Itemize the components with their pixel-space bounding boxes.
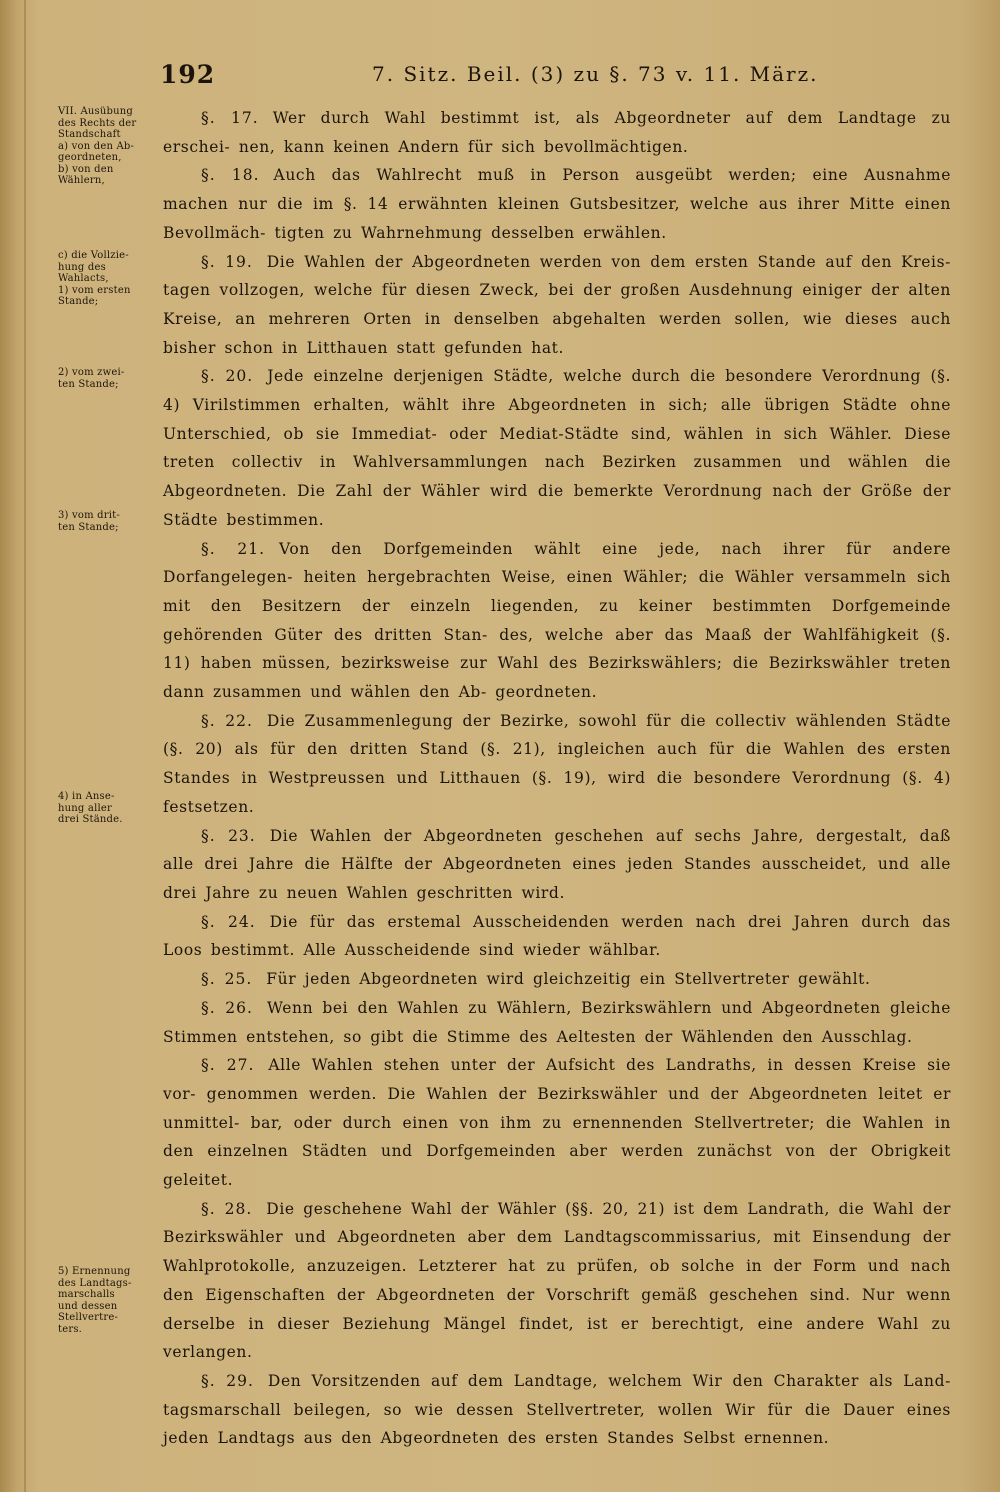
margin-note-c4 — [58, 791, 162, 826]
margin-note-c — [58, 250, 162, 308]
margin-note-line: und dessen — [58, 1300, 118, 1312]
section-number: §. 25. — [201, 970, 253, 989]
paragraph-text: Wer durch Wahl bestimmt ist, als Abgeordneter auf dem Landtage zu erschei- nen, kann keinen Andern für sich bevollmächtigen. — [163, 109, 951, 156]
paragraph-20 — [163, 362, 951, 534]
margin-note-line: 2) vom zwei- — [58, 367, 125, 378]
body-text — [163, 104, 951, 1453]
paragraph-text: Für jeden Abgeordneten wird gleichzeitig ein Stellvertreter gewählt. — [266, 970, 871, 989]
paragraph-26 — [163, 994, 951, 1051]
paragraph-text: Den Vorsitzenden auf dem Landtage, welchem Wir den Charakter als Land- tagsmarschall beilegen, so wie dessen Stellvertreter, wollen Wir für die Dauer eines jeden Landtags aus den Abgeordneten des ersten Standes Selbst ernennen. — [163, 1371, 951, 1448]
section-number: §. 20. — [201, 367, 254, 386]
paragraph-text: Alle Wahlen stehen unter der Aufsicht des Landraths, in dessen Kreise sie vor- genommen werden. Die Wahlen der Bezirkswähler und der Abgeordneten leitet er unmittel- bar, oder durch einen von ihm zu ernennenden Stellvertreter; die Wahlen in den einzelnen Städten und Dorfgemeinden aber werden zunächst von der Obrigkeit geleitet. — [163, 1056, 951, 1190]
margin-note-line: Stande; — [58, 296, 99, 307]
gutter-shadow — [24, 0, 26, 1492]
section-number: §. 21. — [201, 539, 266, 558]
section-number: §. 28. — [201, 1199, 253, 1218]
section-number: §. 23. — [201, 826, 256, 845]
paragraph-text: Von den Dorfgemeinden wählt eine jede, nach ihrer für andere Dorfangelegen- heiten hergebrachten Weise, einen Wähler; die Wähler versammeln sich mit den Besitzern der einzeln liegenden, zu keiner bestimmten Dorfgemeinde gehörenden Güter des dritten Stan- des, welche aber das Maaß der Wahlfähigkeit (§. 11) haben müssen, bezirksweise zur Wahl des Bezirkswählers; die Bezirkswähler treten dann zusammen und wählen den Ab- geordneten. — [163, 539, 951, 702]
margin-note-line: drei Stände. — [58, 814, 123, 825]
paragraph-25 — [163, 965, 951, 994]
margin-note-c3 — [58, 510, 162, 533]
paragraph-text: Jede einzelne derjenigen Städte, welche durch die besondere Verordnung (§. 4) Virilstimmen erhalten, wählt ihre Abgeordneten in sich; alle übrigen Städte ohne Unterschied, ob sie Immediat- oder Mediat-Städte sind, wählen in sich Wähler. Diese treten collectiv in Wahlversammlungen nach Bezirken zusammen und wählen die Abgeordneten. Die Zahl der Wähler wird die bemerkte Verordnung nach der Größe der Städte bestimmen. — [163, 367, 951, 529]
margin-note-line: Standschaft — [58, 129, 121, 140]
page-number: 192 — [160, 60, 216, 89]
paragraph-21 — [163, 535, 951, 707]
section-number: §. 18. — [201, 166, 260, 185]
margin-note-line: a) von den Ab- — [58, 140, 135, 152]
paragraph-28 — [163, 1195, 951, 1367]
margin-note-line: 3) vom drit- — [58, 510, 120, 521]
section-number: §. 17. — [201, 109, 259, 127]
margin-note-line: hung des — [58, 261, 106, 273]
margin-note-c2 — [58, 367, 162, 390]
margin-note-line: 1) vom ersten — [58, 284, 131, 296]
section-number: §. 22. — [201, 711, 253, 730]
paragraph-18 — [163, 161, 951, 247]
paragraph-24 — [163, 908, 951, 965]
paragraph-23 — [163, 822, 951, 908]
running-head: 7. Sitz. Beil. (3) zu §. 73 v. 11. März. — [372, 62, 819, 86]
paragraph-text: Wenn bei den Wahlen zu Wählern, Bezirkswählern und Abgeordneten gleiche Stimmen entstehen, so gibt die Stimme des Aeltesten der Wählenden den Ausschlag. — [163, 998, 951, 1046]
margin-note-line: ters. — [58, 1323, 83, 1335]
paragraph-text: Die Zusammenlegung der Bezirke, sowohl für die collectiv wählenden Städte (§. 20) als für den dritten Stand (§. 21), ingleichen auch für die Wahlen des ersten Standes in Westpreussen und Litthauen (§. 19), wird die besondere Verordnung (§. 4) festsetzen. — [163, 711, 951, 816]
margin-note-line: des Rechts der — [58, 117, 137, 129]
section-number: §. 29. — [201, 1371, 254, 1390]
paragraph-29 — [163, 1367, 951, 1453]
margin-note-line: hung aller — [58, 802, 112, 814]
paragraph-22 — [163, 707, 951, 822]
page-header — [0, 60, 1000, 96]
paragraph-text: Die geschehene Wahl der Wähler (§§. 20, 21) ist dem Landrath, die Wahl der Bezirkswähler und Abgeordneten aber dem Landtagscommissarius, mit Einsendung der Wahlprotokolle, anzuzeigen. Letzterer hat zu prüfen, ob solche in der Form und nach den Eigenschaften der Abgeordneten der Vorschrift gemäß geschehen sind. Nur wenn derselbe in dieser Beziehung Mängel findet, ist er berechtigt, eine andere Wahl zu verlangen. — [163, 1199, 951, 1362]
margin-note-vii — [58, 106, 162, 187]
section-number: §. 27. — [201, 1056, 255, 1075]
paragraph-text: Die für das erstemal Ausscheidenden werden nach drei Jahren durch das Loos bestimmt. Alle Ausscheidende sind wieder wählbar. — [163, 912, 951, 960]
section-number: §. 24. — [201, 912, 256, 931]
margin-note-line: 5) Ernennung — [58, 1266, 131, 1277]
margin-note-line: geordneten, — [58, 152, 122, 163]
paragraph-text: Auch das Wahlrecht muß in Person ausgeübt werden; eine Ausnahme machen nur die im §. 14 erwähnten kleinen Gutsbesitzer, welche aus ihrer Mitte einen Bevollmäch- tigten zu Wahrnehmung desselben erwählen. — [163, 166, 951, 242]
margin-note-line: Wählern, — [58, 175, 105, 186]
margin-note-line: Stellvertre- — [58, 1312, 119, 1323]
paragraph-27 — [163, 1051, 951, 1195]
margin-note-line: marschalls — [58, 1289, 115, 1300]
margin-note-line: b) von den — [58, 163, 114, 175]
section-number: §. 19. — [201, 252, 253, 271]
margin-note-line: ten Stande; — [58, 521, 119, 533]
margin-note-line: 4) in Anse- — [58, 791, 115, 802]
paragraph-text: Die Wahlen der Abgeordneten werden von dem ersten Stande auf den Kreis- tagen vollzogen, welche für diesen Zweck, bei der großen Ausdehnung einiger der alten Kreise, an mehreren Orten in denselben abgehalten werden sollen, wie dieses auch bisher schon in Litthauen statt gefunden hat. — [163, 252, 951, 357]
margin-note-line: c) die Vollzie- — [58, 250, 129, 261]
paragraph-19 — [163, 248, 951, 363]
section-number: §. 26. — [201, 998, 253, 1017]
margin-note-line: ten Stande; — [58, 378, 119, 390]
paragraph-17 — [163, 104, 951, 161]
paragraph-text: Die Wahlen der Abgeordneten geschehen auf sechs Jahre, dergestalt, daß alle drei Jahre die Hälfte der Abgeordneten eines jeden Standes ausscheidet, und alle drei Jahre zu neuen Wahlen geschritten wird. — [163, 826, 951, 902]
margin-note-line: VII. Ausübung — [58, 106, 133, 117]
margin-note-line: Wahlacts, — [58, 273, 109, 284]
margin-note-c5 — [58, 1266, 162, 1335]
margin-note-line: des Landtags- — [58, 1277, 132, 1289]
